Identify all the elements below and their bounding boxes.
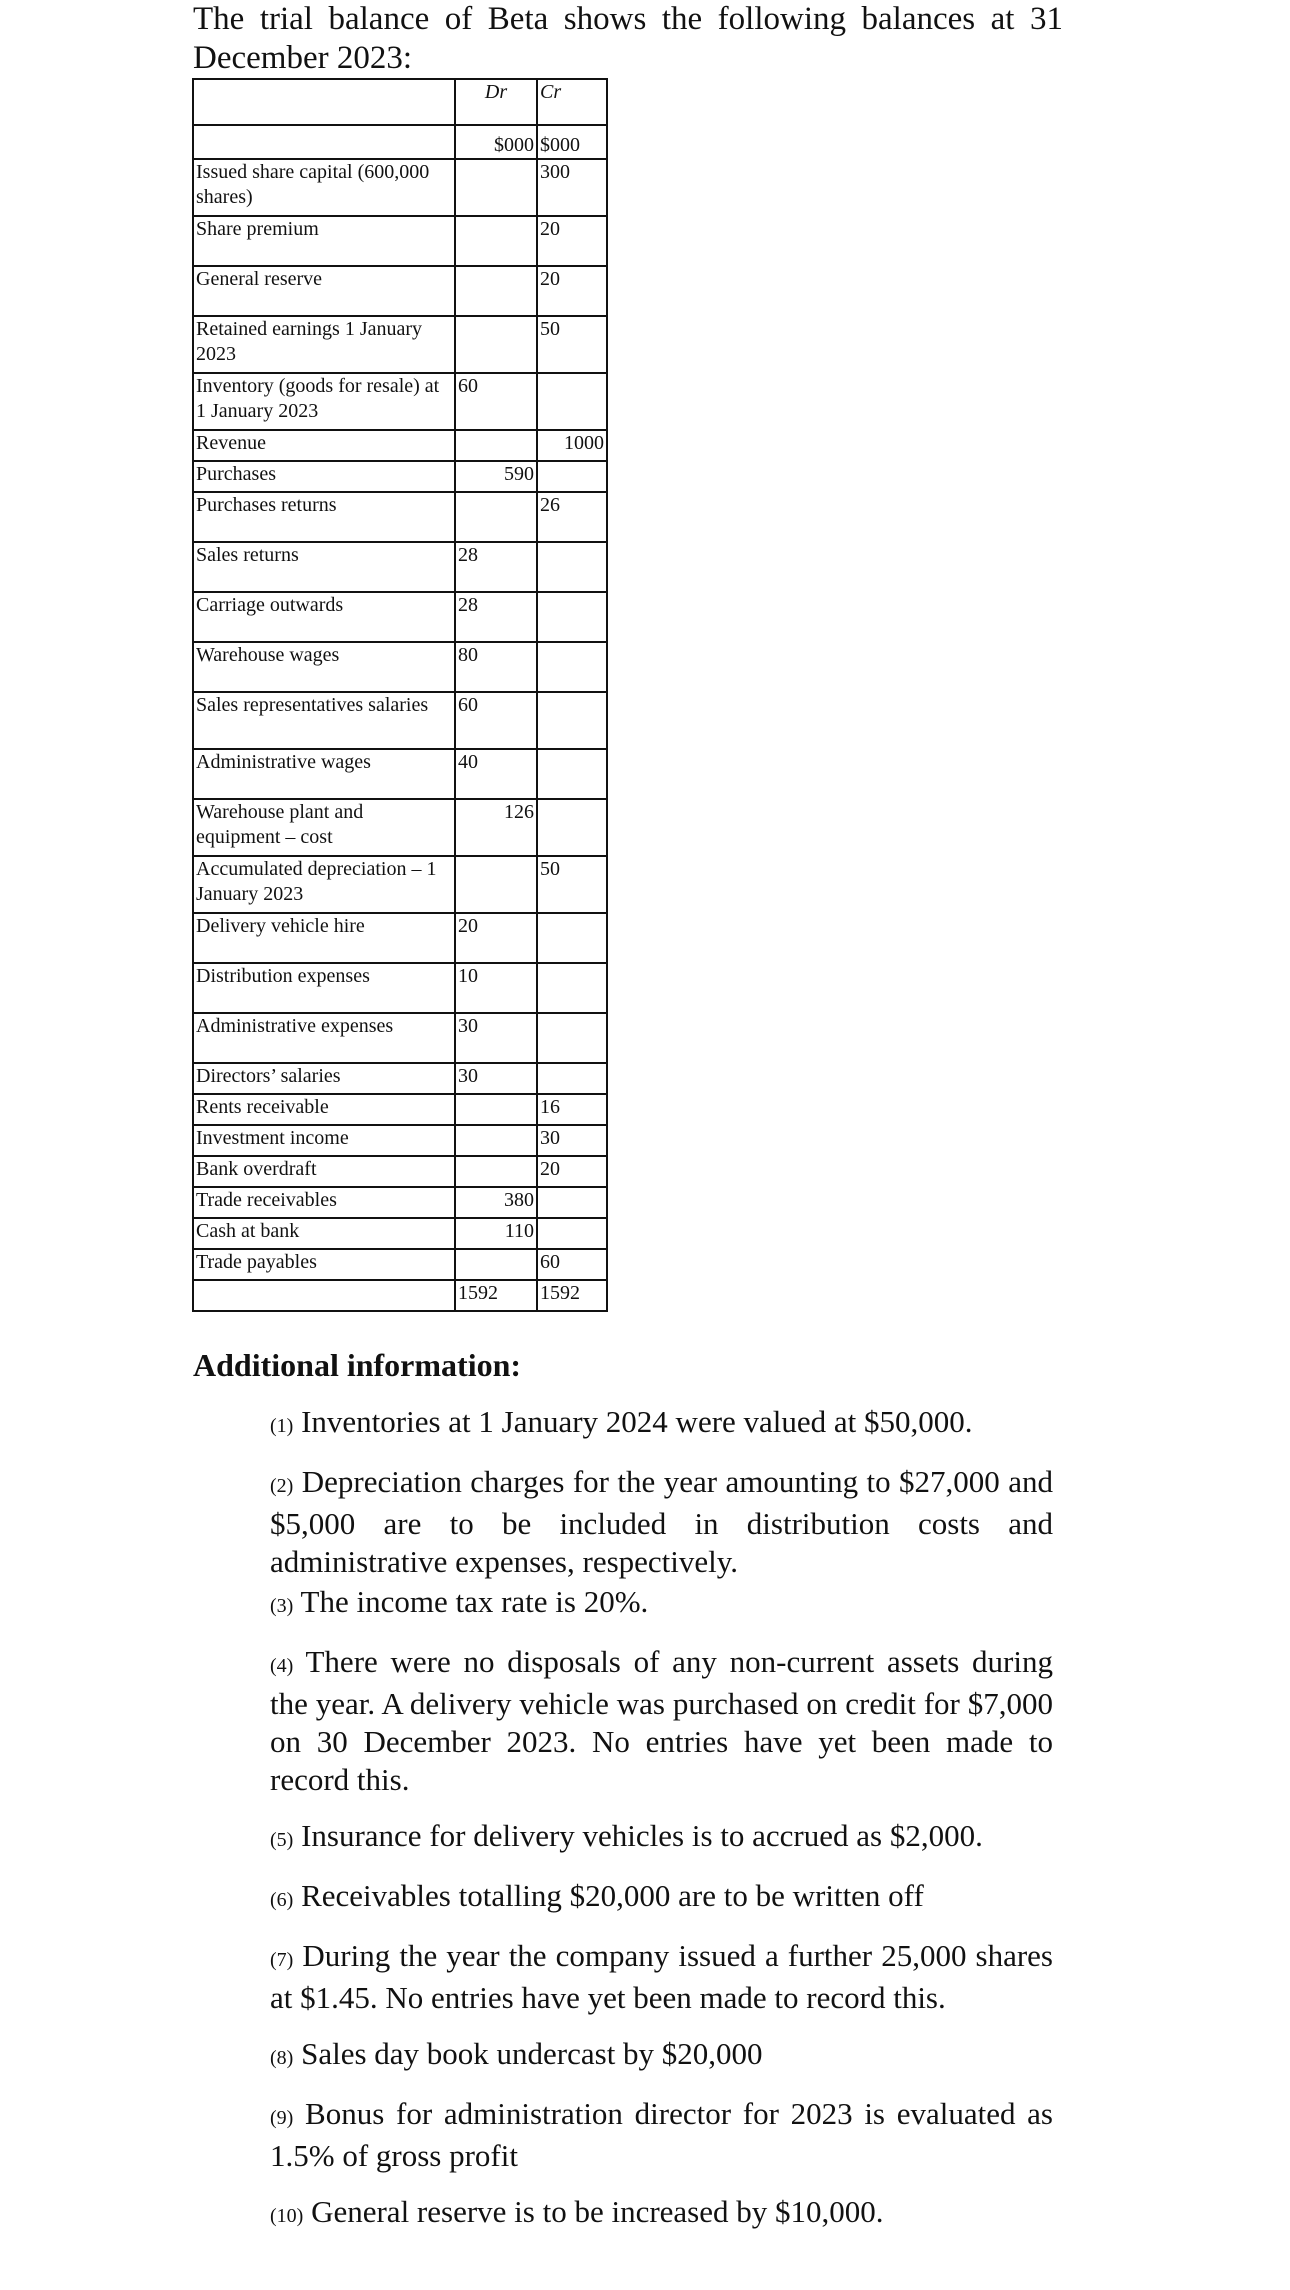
- table-row: [193, 799, 607, 856]
- dr-amount: 10: [455, 963, 537, 1013]
- dr-amount: [455, 492, 537, 542]
- table-row: [193, 1156, 607, 1187]
- table-row: [193, 492, 607, 542]
- account-name: Purchases: [193, 461, 455, 492]
- table-row: [193, 1094, 607, 1125]
- cr-amount: [537, 461, 607, 492]
- cr-amount: 20: [537, 216, 607, 266]
- note-item: [270, 1403, 1053, 1445]
- account-name: Investment income: [193, 1125, 455, 1156]
- table-row: [193, 963, 607, 1013]
- note-item: [270, 2095, 1053, 2175]
- cr-amount: [537, 963, 607, 1013]
- note-number: (4): [270, 1655, 294, 1677]
- cr-amount: 60: [537, 1249, 607, 1280]
- dr-amount: [455, 266, 537, 316]
- cr-amount: [537, 592, 607, 642]
- note-number: (9): [270, 2107, 294, 2129]
- note-number: (8): [270, 2047, 294, 2069]
- table-row: [193, 1125, 607, 1156]
- dr-amount: [455, 1094, 537, 1125]
- dr-amount: 380: [455, 1187, 537, 1218]
- account-name: Distribution expenses: [193, 963, 455, 1013]
- cr-amount: [537, 799, 607, 856]
- dr-amount: [455, 159, 537, 216]
- account-name: Retained earnings 1 January 2023: [193, 316, 455, 373]
- account-name: Revenue: [193, 430, 455, 461]
- cr-unit: $000: [537, 125, 607, 159]
- dr-amount: 30: [455, 1063, 537, 1094]
- account-name: Bank overdraft: [193, 1156, 455, 1187]
- cr-amount: 26: [537, 492, 607, 542]
- note-item: [270, 1583, 1053, 1625]
- header-blank-cell: [193, 79, 455, 125]
- table-row: [193, 1249, 607, 1280]
- table-row: [193, 1187, 607, 1218]
- table-row: [193, 1013, 607, 1063]
- table-row: [193, 373, 607, 430]
- table-row: [193, 692, 607, 749]
- account-name: Purchases returns: [193, 492, 455, 542]
- table-row: [193, 913, 607, 963]
- note-number: (2): [270, 1475, 294, 1497]
- dr-amount: [455, 216, 537, 266]
- cr-amount: 30: [537, 1125, 607, 1156]
- account-name: General reserve: [193, 266, 455, 316]
- cr-amount: 20: [537, 266, 607, 316]
- additional-info-heading: Additional information:: [193, 1347, 522, 1383]
- table-row: [193, 216, 607, 266]
- note-number: (7): [270, 1949, 294, 1971]
- dr-amount: [455, 1125, 537, 1156]
- account-name: Accumulated depreciation – 1 January 2023: [193, 856, 455, 913]
- dr-amount: 126: [455, 799, 537, 856]
- account-name: Warehouse wages: [193, 642, 455, 692]
- additional-info-list: [270, 1403, 1053, 2235]
- cr-amount: 50: [537, 856, 607, 913]
- table-row: [193, 592, 607, 642]
- account-name: Carriage outwards: [193, 592, 455, 642]
- cr-amount: 16: [537, 1094, 607, 1125]
- note-text: Inventories at 1 January 2024 were valued at $50,000.: [301, 1404, 973, 1439]
- account-name: Sales returns: [193, 542, 455, 592]
- cr-total: 1592: [537, 1280, 607, 1311]
- account-name: Administrative expenses: [193, 1013, 455, 1063]
- note-text: Insurance for delivery vehicles is to accrued as $2,000.: [301, 1818, 983, 1853]
- cr-amount: [537, 373, 607, 430]
- note-number: (6): [270, 1889, 294, 1911]
- note-item: [270, 2035, 1053, 2077]
- table-row: [193, 749, 607, 799]
- dr-amount: 30: [455, 1013, 537, 1063]
- note-text: Bonus for administration director for 2023 is evaluated as 1.5% of gross profit: [270, 2096, 1053, 2173]
- table-row: [193, 856, 607, 913]
- account-name: Directors’ salaries: [193, 1063, 455, 1094]
- note-text: General reserve is to be increased by $10,000.: [311, 2194, 884, 2229]
- total-blank-cell: [193, 1280, 455, 1311]
- cr-amount: [537, 1187, 607, 1218]
- account-name: Sales representatives salaries: [193, 692, 455, 749]
- cr-amount: [537, 1218, 607, 1249]
- note-number: (10): [270, 2205, 304, 2227]
- note-item: [270, 1463, 1053, 1581]
- cr-amount: 1000: [537, 430, 607, 461]
- cr-amount: [537, 749, 607, 799]
- account-name: Issued share capital (600,000 shares): [193, 159, 455, 216]
- cr-amount: [537, 913, 607, 963]
- cr-amount: [537, 692, 607, 749]
- cr-amount: [537, 642, 607, 692]
- dr-amount: 590: [455, 461, 537, 492]
- account-name: Rents receivable: [193, 1094, 455, 1125]
- dr-amount: 110: [455, 1218, 537, 1249]
- unit-blank-cell: [193, 125, 455, 159]
- account-name: Delivery vehicle hire: [193, 913, 455, 963]
- table-row: [193, 1218, 607, 1249]
- note-item: [270, 1817, 1053, 1859]
- dr-amount: 60: [455, 692, 537, 749]
- table-row: [193, 1063, 607, 1094]
- note-text: Depreciation charges for the year amounting to $27,000 and $5,000 are to be included in distribution costs and administrative expenses, respectively.: [270, 1464, 1053, 1579]
- dr-amount: [455, 1249, 537, 1280]
- dr-amount: 40: [455, 749, 537, 799]
- note-number: (5): [270, 1829, 294, 1851]
- note-number: (1): [270, 1415, 294, 1437]
- account-name: Administrative wages: [193, 749, 455, 799]
- account-name: Cash at bank: [193, 1218, 455, 1249]
- intro-text: The trial balance of Beta shows the following balances at 31 December 2023:: [193, 1, 1063, 76]
- cr-amount: [537, 1013, 607, 1063]
- dr-amount: [455, 1156, 537, 1187]
- account-name: Share premium: [193, 216, 455, 266]
- table-row: [193, 461, 607, 492]
- dr-amount: 28: [455, 592, 537, 642]
- cr-amount: 50: [537, 316, 607, 373]
- dr-amount: [455, 430, 537, 461]
- note-item: [270, 1937, 1053, 2017]
- dr-unit: $000: [455, 125, 537, 159]
- cr-amount: 20: [537, 1156, 607, 1187]
- dr-amount: [455, 316, 537, 373]
- dr-header: Dr: [455, 79, 537, 125]
- dr-total: 1592: [455, 1280, 537, 1311]
- unit-row: [193, 125, 607, 159]
- table-row: [193, 642, 607, 692]
- total-row: [193, 1280, 607, 1311]
- dr-amount: 20: [455, 913, 537, 963]
- table-row: [193, 542, 607, 592]
- trial-balance-table: [192, 78, 608, 1312]
- account-name: Inventory (goods for resale) at 1 January 2023: [193, 373, 455, 430]
- dr-amount: 60: [455, 373, 537, 430]
- dr-amount: [455, 856, 537, 913]
- note-item: [270, 1877, 1053, 1919]
- note-item: [270, 1643, 1053, 1799]
- table-row: [193, 316, 607, 373]
- cr-amount: [537, 542, 607, 592]
- account-name: Trade receivables: [193, 1187, 455, 1218]
- cr-amount: 300: [537, 159, 607, 216]
- note-text: Receivables totalling $20,000 are to be written off: [301, 1878, 924, 1913]
- header-row: [193, 79, 607, 125]
- table-row: [193, 159, 607, 216]
- account-name: Warehouse plant and equipment – cost: [193, 799, 455, 856]
- note-text: There were no disposals of any non-current assets during the year. A delivery vehicle was purchased on credit for $7,000 on 30 December 2023. No entries have yet been made to record this.: [270, 1644, 1053, 1797]
- note-item: [270, 2193, 1053, 2235]
- table-row: [193, 266, 607, 316]
- dr-amount: 28: [455, 542, 537, 592]
- account-name: Trade payables: [193, 1249, 455, 1280]
- note-text: The income tax rate is 20%.: [300, 1584, 649, 1619]
- cr-header: Cr: [537, 79, 607, 125]
- dr-amount: 80: [455, 642, 537, 692]
- cr-amount: [537, 1063, 607, 1094]
- note-text: During the year the company issued a further 25,000 shares at $1.45. No entries have yet been made to record this.: [270, 1938, 1054, 2015]
- note-number: (3): [270, 1595, 294, 1617]
- note-text: Sales day book undercast by $20,000: [301, 2036, 763, 2071]
- table-row: [193, 430, 607, 461]
